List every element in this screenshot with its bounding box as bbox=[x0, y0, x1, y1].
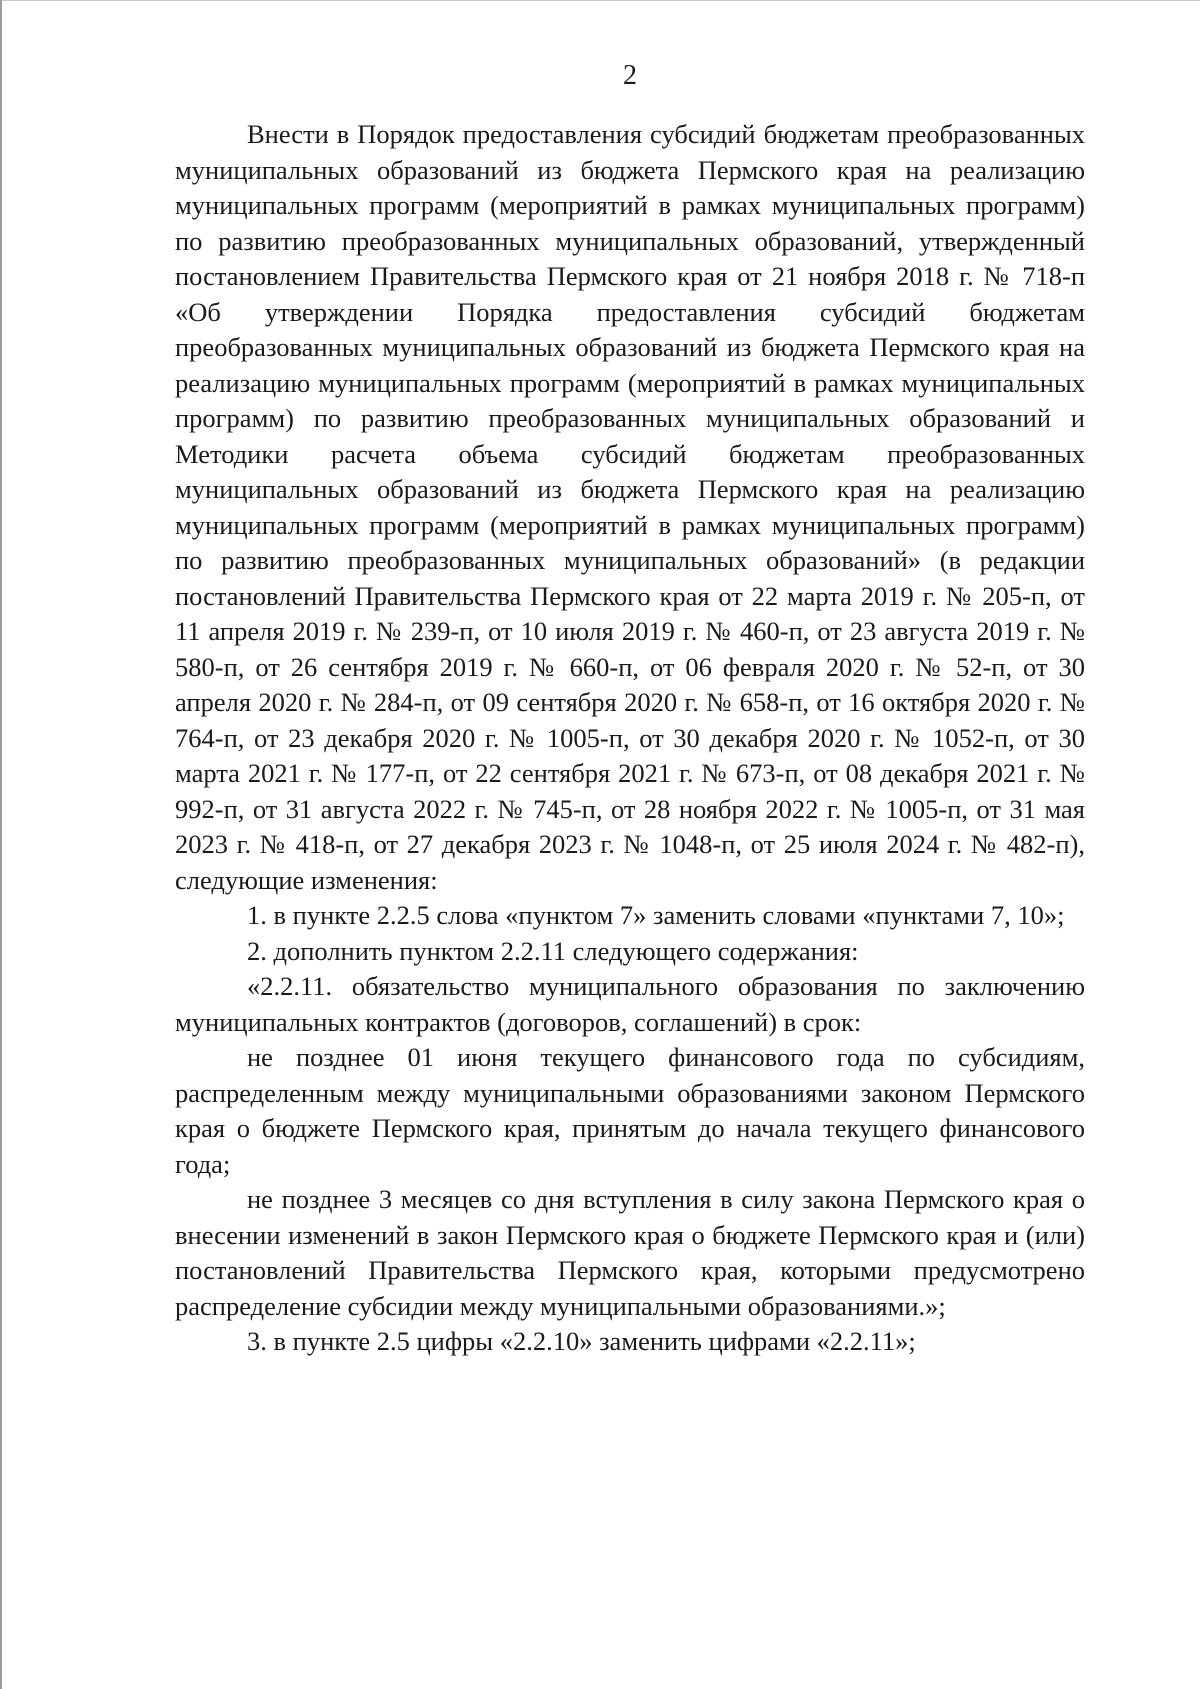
scan-edge-top bbox=[0, 0, 1200, 1]
document-body bbox=[175, 117, 1085, 1360]
paragraph-amendment-intro: Внести в Порядок предоставления субсидий бюджетам преобразованных муниципальных образований из бюджета Пермского края на реализацию муниципальных программ (мероприятий в рамках муниципальных программ) по развитию преобразованных муниципальных образований, утвержденный постановлением Правительства Пермского края от 21 ноября 2018 г. № 718-п «Об утверждении Порядка предоставления субсидий бюджетам преобразованных муниципальных образований из бюджета Пермского края на реализацию муниципальных программ (мероприятий в рамках муниципальных программ) по развитию преобразованных муниципальных образований и Методики расчета объема субсидий бюджетам преобразованных муниципальных образований из бюджета Пермского края на реализацию муниципальных программ (мероприятий в рамках муниципальных программ) по развитию преобразованных муниципальных образований» (в редакции постановлений Правительства Пермского края от 22 марта 2019 г. № 205-п, от 11 апреля 2019 г. № 239-п, от 10 июля 2019 г. № 460-п, от 23 августа 2019 г. № 580-п, от 26 сентября 2019 г. № 660-п, от 06 февраля 2020 г. № 52-п, от 30 апреля 2020 г. № 284-п, от 09 сентября 2020 г. № 658-п, от 16 октября 2020 г. № 764-п, от 23 декабря 2020 г. № 1005-п, от 30 декабря 2020 г. № 1052-п, от 30 марта 2021 г. № 177-п, от 22 сентября 2021 г. № 673-п, от 08 декабря 2021 г. № 992-п, от 31 августа 2022 г. № 745-п, от 28 ноября 2022 г. № 1005-п, от 31 мая 2023 г. № 418-п, от 27 декабря 2023 г. № 1048-п, от 25 июля 2024 г. № 482-п), следующие изменения: bbox=[175, 119, 1085, 895]
paragraph-deadline-2: не позднее 3 месяцев со дня вступления в силу закона Пермского края о внесении изменений в закон Пермского края о бюджете Пермского края и (или) постановлений Правительства Пермского края, которыми предусмотрено распределение субсидии между муниципальными образованиями.»; bbox=[175, 1184, 1085, 1321]
scan-edge-left bbox=[0, 0, 2, 1689]
paragraph-clause-2-2-11: «2.2.11. обязательство муниципального образования по заключению муниципальных контрактов (договоров, соглашений) в срок: bbox=[175, 971, 1085, 1037]
paragraph-item-3: 3. в пункте 2.5 цифры «2.2.10» заменить цифрами «2.2.11»; bbox=[247, 1326, 916, 1356]
paragraph-item-2: 2. дополнить пунктом 2.2.11 следующего содержания: bbox=[247, 935, 859, 966]
paragraph-item-1: 1. в пункте 2.2.5 слова «пунктом 7» заменить словами «пунктами 7, 10»; bbox=[247, 900, 1065, 930]
page-number: 2 bbox=[623, 60, 637, 91]
paragraph-deadline-1: не позднее 01 июня текущего финансового года по субсидиям, распределенным между муниципальными образованиями законом Пермского края о бюджете Пермского края, принятым до начала текущего финансового года; bbox=[175, 1042, 1085, 1179]
